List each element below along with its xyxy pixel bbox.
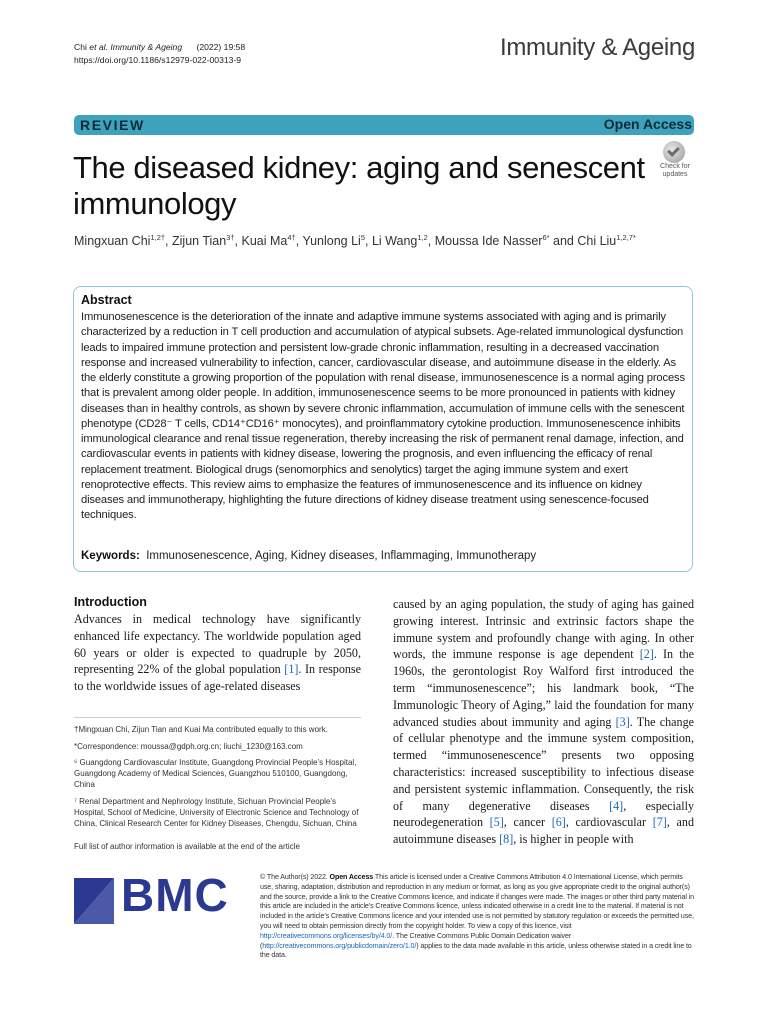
license-copyright: © The Author(s) 2022. — [260, 873, 330, 881]
introduction-heading: Introduction — [74, 595, 147, 609]
footnote-correspondence: *Correspondence: moussa@gdph.org.cn; liuchi_1230@163.com — [74, 742, 303, 751]
citation-journal: et al. Immunity & Ageing — [89, 42, 183, 52]
author-name[interactable]: Mingxuan Chi — [74, 234, 151, 249]
citation-ref-8[interactable]: [8] — [499, 832, 514, 847]
author-name[interactable]: Zijun Tian — [172, 234, 227, 249]
author-separator: , — [234, 234, 242, 249]
keywords-list: Immunosenescence, Aging, Kidney diseases, Inflammaging, Immunotherapy — [146, 550, 537, 562]
keywords-label: Keywords: — [81, 550, 140, 562]
intro-text: , and autoimmune diseases — [393, 815, 694, 847]
footnote-equal-contribution: †Mingxuan Chi, Zijun Tian and Kuai Ma contributed equally to this work. — [74, 725, 328, 734]
open-access-label: Open Access — [603, 116, 692, 132]
author-name[interactable]: Chi Liu — [577, 234, 617, 249]
author-affiliation-sup: 5 — [360, 233, 365, 242]
intro-text: , especially neurodegeneration — [393, 798, 694, 830]
badge-line2: updates — [662, 171, 688, 178]
intro-text: . In response to the worldwide issues of age-related diseases — [74, 662, 361, 694]
author-separator: , — [427, 234, 435, 249]
license-open-access: Open Access — [329, 873, 374, 881]
license-url-by[interactable]: http://creativecommons.org/licenses/by/4.0/ — [260, 931, 393, 940]
keywords — [81, 549, 687, 564]
author-separator: and — [549, 234, 578, 249]
intro-text: . The change of cellular phenotype and the immune system composition, termed “immunosenescence” presents two opposing characteristics: increased susceptibility to infectious disease and persistent systemic inflammation. Consequently, the risk of many degenerative diseases — [393, 714, 694, 813]
author-separator: , — [295, 234, 303, 249]
intro-right-column — [393, 596, 694, 848]
author-name[interactable]: Li Wang — [371, 234, 418, 249]
bmc-logo-text: BMC — [121, 869, 229, 921]
check-updates-icon — [663, 141, 685, 163]
doi-link[interactable]: https://doi.org/10.1186/s12979-022-00313-9 — [74, 55, 242, 65]
author-name[interactable]: Moussa Ide Nasser — [434, 234, 543, 249]
license-text: . The Creative Commons Public Domain Dedication waiver ( — [260, 931, 572, 950]
check-for-updates-badge[interactable] — [654, 141, 696, 179]
license-url-zero[interactable]: http://creativecommons.org/publicdomain/zero/1.0/ — [262, 941, 417, 950]
footnote-full-list: Full list of author information is available at the end of the article — [74, 842, 300, 851]
article-title: The diseased kidney: aging and senescent immunology — [73, 150, 645, 221]
badge-line1: Check for — [660, 163, 690, 170]
author-name[interactable]: Kuai Ma — [241, 234, 288, 249]
footnote-affiliation-6: ⁶ Guangdong Cardiovascular Institute, Guangdong Provincial People’s Hospital, Guangdong Academy of Medical Sciences, Guangzhou 510100, Guangdong, China — [74, 758, 357, 790]
author-affiliation-sup: 1,2,7* — [616, 233, 636, 242]
intro-text: , is higher in people with — [513, 832, 634, 847]
author-affiliation-sup: 1,2 — [417, 233, 428, 242]
footnote-affiliation-7: ⁷ Renal Department and Nephrology Institute, Sichuan Provincial People’s Hospital, School of Medicine, University of Electronic Science and Technology of China, Clinical Research Center for Kidney Diseases, Chengdu, Sichuan, China — [74, 797, 359, 829]
intro-text: , cancer — [503, 815, 552, 830]
citation-ref-4[interactable]: [4] — [609, 798, 624, 813]
citation-ref-5[interactable]: [5] — [489, 815, 504, 830]
intro-text: , cardiovascular — [565, 815, 653, 830]
abstract-text: Immunosenescence is the deterioration of the innate and adaptive immune systems associated with aging and is primarily characterized by a reduction in T cell production and accumulation of atypical subsets. Age-related immunological dysfunction leads to impaired immune protection and persistent low-grade chronic inflammation, resulting in a decreased vaccination response and increased vulnerability to infection, cancer, cardiovascular disease, and autoimmune disease in the elderly. As the elderly constitute a growing proportion of the population with renal disease, immunosenescence is a normal aging process that is prevalent among older people. In addition, immunosenescence seems to be more pronounced in patients with kidney diseases than in healthy controls, as shown by severe chronic inflammation, accumulation of immune cells with the senescent phenotype (CD28⁻ T cells, CD14⁺CD16⁺ monocytes), and proinflammatory cytokine production. Immunosenescence inhibits immunological clearance and renal tissue regeneration, thereby increasing the risk of permanent renal damage, infection, and cardiovascular events in patients with kidney disease, lowering the prognosis, and even influencing the efficacy of renal replacement treatment. Biological drugs (senomorphics and senolytics) target the aging immune system and exert renoprotective effects. This review aims to emphasize the features of immunosenescence and its influence on kidney diseases and immunotherapy, highlighting the future directions of kidney disease treatment using senescence-focused techniques. — [81, 311, 685, 522]
citation-ref-1[interactable]: [1] — [284, 662, 299, 677]
citation-ref-2[interactable]: [2] — [639, 647, 654, 662]
abstract-heading: Abstract — [81, 293, 132, 307]
citation-ref-7[interactable]: [7] — [652, 815, 667, 830]
author-affiliation-sup: 1,2† — [150, 233, 166, 242]
citation-year: (2022) 19:58 — [196, 42, 246, 52]
footnote-divider — [74, 717, 361, 718]
citation-authors: Chi — [74, 42, 90, 52]
author-list — [74, 230, 714, 249]
author-name[interactable]: Yunlong Li — [302, 234, 361, 249]
intro-text: . In the 1960s, the gerontologist Roy Walford first introduced the term “immunosenescence”; his landmark book, “The Immunologic Theory of Aging,” laid the foundation for many advanced studies about immunity and aging — [393, 647, 695, 729]
author-affiliation-sup: 3† — [226, 233, 235, 242]
citation-ref-6[interactable]: [6] — [551, 815, 566, 830]
intro-text: caused by an aging population, the study of aging has gained growing interest. Intrinsic and extrinsic factors shape the immune system and profoundly change with aging. In other words, the immune response is age dependent — [393, 597, 694, 662]
article-type-band — [74, 115, 694, 135]
license-text: ) applies to the data made available in this article, unless otherwise stated in a credit line to the data. — [260, 941, 692, 960]
author-affiliation-sup: 6* — [542, 233, 550, 242]
journal-name: Immunity & Ageing — [500, 34, 695, 61]
author-affiliation-sup: 4† — [287, 233, 296, 242]
running-head — [74, 41, 245, 67]
article-type-label: REVIEW — [80, 117, 145, 133]
author-separator: , — [165, 234, 172, 249]
intro-text: Advances in medical technology have significantly enhanced life expectancy. The worldwide population aged 60 years or older is expected to quadruple by 2050, representing 22% of the global population — [74, 612, 361, 677]
author-separator: , — [365, 234, 372, 249]
license-text: This article is licensed under a Creative Commons Attribution 4.0 International License, which permits use, sharing, adaptation, distribution and reproduction in any medium or format, as long as you give appropriate credit to the original author(s) and the source, provide a link to the Creative Commons licence, and indicate if changes were made. The images or other third party material in this article are included in the article’s Creative Commons licence, unless indicated otherwise in a credit line to the material. If material is not included in the article’s Creative Commons licence and your intended use is not permitted by statutory regulation or exceeds the permitted use, you will need to obtain permission directly from the copyright holder. To view a copy of this licence, visit — [260, 873, 694, 930]
intro-left-column — [74, 611, 361, 695]
citation-ref-3[interactable]: [3] — [615, 714, 630, 729]
license-statement — [260, 873, 696, 961]
